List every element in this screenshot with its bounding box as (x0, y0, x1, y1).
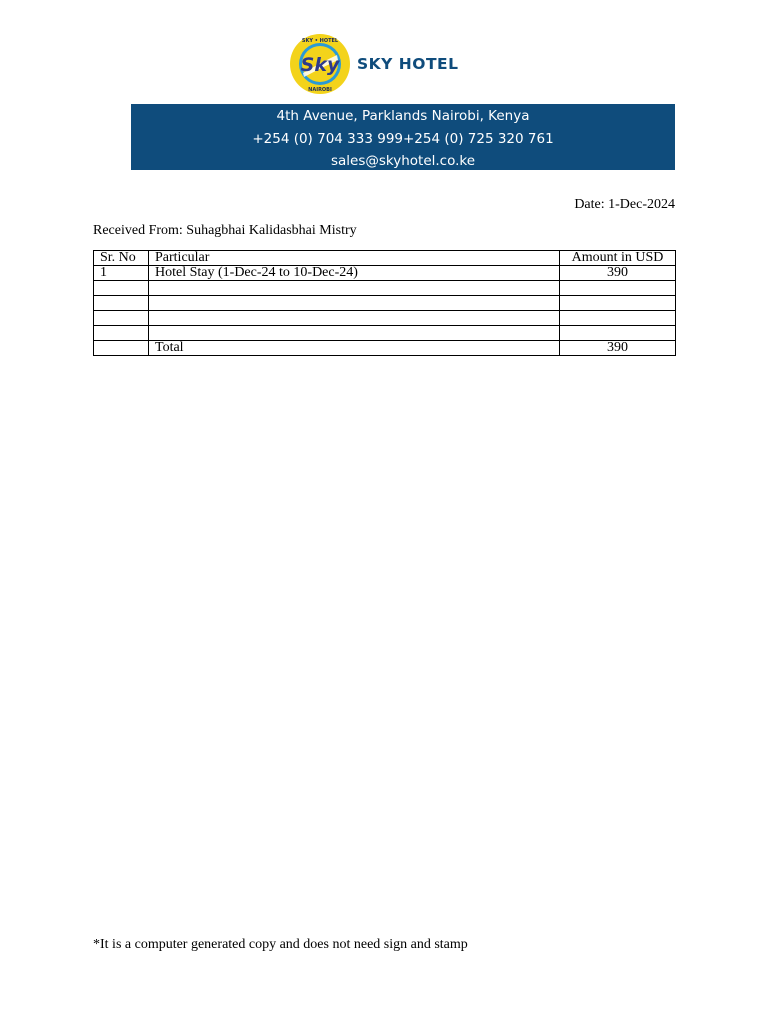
cell-sr-no (94, 311, 149, 326)
table-row (94, 326, 676, 341)
receipt-table (93, 250, 676, 356)
phone-line: +254 (0) 704 333 999+254 (0) 725 320 761 (252, 130, 554, 147)
cell-amount (560, 311, 676, 326)
cell-particular (149, 326, 560, 341)
table-total-row (94, 341, 676, 356)
cell-amount: 390 (560, 266, 676, 281)
cell-amount (560, 326, 676, 341)
cell-total-empty (94, 341, 149, 356)
cell-particular (149, 296, 560, 311)
cell-sr-no (94, 281, 149, 296)
table-row (94, 266, 676, 281)
logo-mark-text: Sky (300, 54, 340, 76)
table-row (94, 296, 676, 311)
cell-sr-no (94, 326, 149, 341)
logo-ring-text-top: SKY • HOTEL (301, 38, 339, 44)
cell-particular (149, 281, 560, 296)
email-line: sales@skyhotel.co.ke (330, 153, 476, 169)
header-sr-no: Sr. No (94, 251, 149, 266)
table-row (94, 311, 676, 326)
received-from: Received From: Suhagbhai Kalidasbhai Mistry (93, 223, 357, 238)
footnote: *It is a computer generated copy and does not need sign and stamp (93, 937, 468, 952)
total-amount: 390 (560, 341, 676, 356)
address-line: 4th Avenue, Parklands Nairobi, Kenya (276, 108, 530, 124)
cell-sr-no: 1 (94, 266, 149, 281)
hotel-logo (289, 33, 458, 95)
total-label: Total (149, 341, 560, 356)
cell-sr-no (94, 296, 149, 311)
header-particular: Particular (149, 251, 560, 266)
logo-ring-text-bottom: NAIROBI (308, 87, 332, 93)
receipt-date: Date: 1-Dec-2024 (574, 197, 675, 212)
address-banner (131, 104, 675, 170)
brand-name: SKY HOTEL (357, 55, 459, 73)
cell-particular (149, 311, 560, 326)
header-amount: Amount in USD (560, 251, 676, 266)
cell-amount (560, 281, 676, 296)
sky-hotel-logo-badge (289, 33, 351, 95)
cell-amount (560, 296, 676, 311)
table-header-row (94, 251, 676, 266)
table-row (94, 281, 676, 296)
cell-particular: Hotel Stay (1-Dec-24 to 10-Dec-24) (149, 266, 560, 281)
